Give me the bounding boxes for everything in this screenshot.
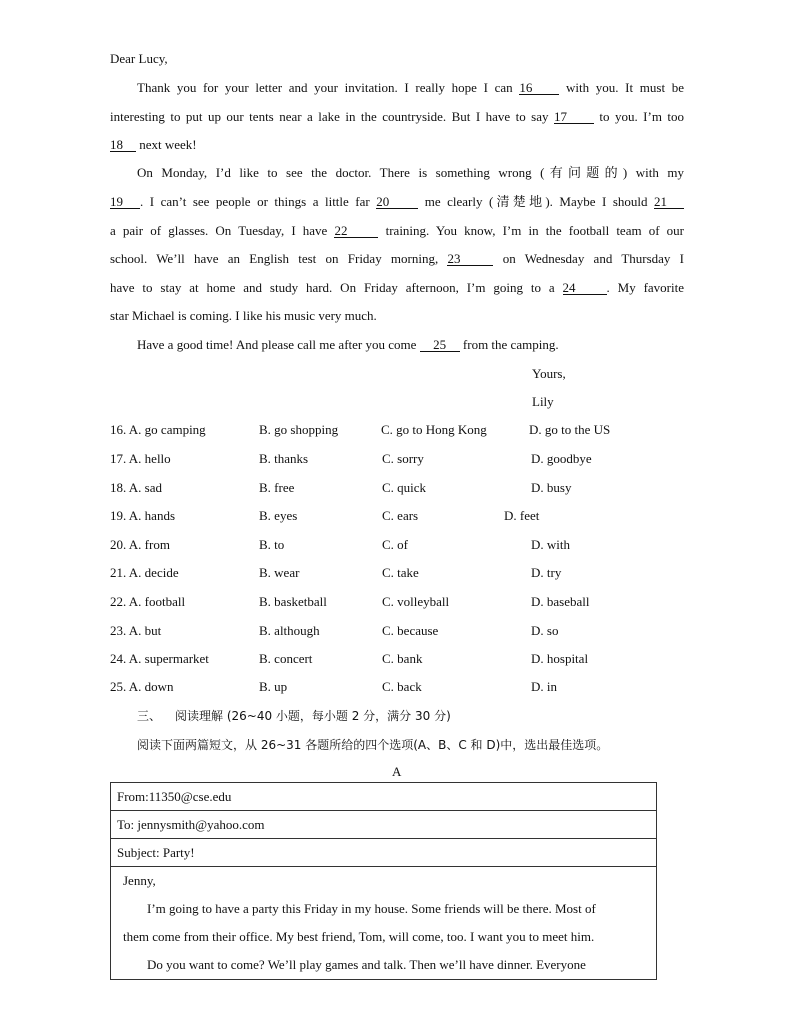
option-a: 20. A. from	[110, 537, 170, 552]
option-c: C. sorry	[382, 451, 424, 466]
option-b: B. concert	[259, 651, 313, 666]
letter-p2-line1: On Monday, I’d like to see the doctor. There is something wrong (有问题的) with my	[137, 165, 684, 180]
option-c: C. of	[382, 537, 408, 552]
section3-instruction: 阅读下面两篇短文，从 26~31 各题所给的四个选项(A、B、C 和 D)中，选出最佳选项。	[137, 738, 609, 752]
letter-p3: Have a good time! And please call me after you come 25 from the camping.	[137, 337, 559, 352]
letter-p2-line6: star Michael is coming. I like his music very much.	[110, 308, 377, 323]
blank-17: 17	[554, 110, 594, 124]
option-a: 19. A. hands	[110, 508, 175, 523]
letter-closing: Yours,	[532, 366, 566, 381]
email-subject: Subject: Party!	[111, 839, 657, 867]
blank-18: 18	[110, 138, 136, 152]
option-d: D. feet	[504, 508, 540, 523]
blank-20: 20	[376, 195, 418, 209]
option-b: B. go shopping	[259, 422, 339, 437]
email-line-2: them come from their office. My best friend, Tom, will come, too. I want you to meet him.	[123, 929, 595, 944]
option-d: D. hospital	[531, 651, 589, 666]
blank-16: 16	[519, 81, 559, 95]
section3-heading: 三、 阅读理解 (26~40 小题，每小题 2 分，满分 30 分)	[137, 709, 451, 723]
letter-p2-line2: 19 . I can’t see people or things a little far 20 me clearly (清楚地). Maybe I should 21	[110, 194, 684, 210]
option-a: 22. A. football	[110, 594, 186, 609]
letter-salutation: Dear Lucy,	[110, 51, 168, 66]
option-a: 16. A. go camping	[110, 422, 206, 437]
option-a: 23. A. but	[110, 623, 162, 638]
blank-21: 21	[654, 195, 684, 209]
option-b: B. although	[259, 623, 320, 638]
option-a: 24. A. supermarket	[110, 651, 209, 666]
letter-p1-line1: Thank you for your letter and your invitation. I really hope I can 16 with you. It must be	[137, 80, 684, 95]
letter-p1-line3: 18 next week!	[110, 137, 197, 152]
option-d: D. goodbye	[531, 451, 592, 466]
option-b: B. wear	[259, 565, 300, 580]
blank-19: 19	[110, 195, 140, 209]
option-d: D. with	[531, 537, 570, 552]
blank-25: 25	[420, 338, 460, 352]
passage-label: A	[392, 764, 402, 779]
letter-signature: Lily	[532, 394, 554, 409]
letter-p2-line4: school. We’ll have an English test on Friday morning, 23 on Wednesday and Thursday I	[110, 251, 684, 266]
option-d: D. in	[531, 679, 557, 694]
option-b: B. free	[259, 480, 295, 495]
option-d: D. so	[531, 623, 559, 638]
option-c: C. volleyball	[382, 594, 450, 609]
option-a: 25. A. down	[110, 679, 174, 694]
option-d: D. busy	[531, 480, 572, 495]
blank-24: 24	[563, 281, 607, 295]
option-c: C. ears	[382, 508, 419, 523]
option-c: C. because	[382, 623, 439, 638]
option-a: 18. A. sad	[110, 480, 162, 495]
option-b: B. thanks	[259, 451, 309, 466]
option-b: B. basketball	[259, 594, 327, 609]
option-c: C. take	[382, 565, 419, 580]
option-c: C. go to Hong Kong	[381, 422, 487, 437]
option-d: D. try	[531, 565, 562, 580]
email-greeting: Jenny,	[123, 873, 156, 888]
letter-p2-line3: a pair of glasses. On Tuesday, I have 22 training. You know, I’m in the football team of our	[110, 223, 684, 238]
option-c: C. quick	[382, 480, 427, 495]
email-body	[111, 867, 657, 980]
option-a: 21. A. decide	[110, 565, 179, 580]
option-c: C. back	[382, 679, 422, 694]
email-box	[110, 782, 657, 980]
option-a: 17. A. hello	[110, 451, 171, 466]
email-to: To: jennysmith@yahoo.com	[111, 811, 657, 839]
option-d: D. go to the US	[529, 422, 611, 437]
email-from: From:11350@cse.edu	[111, 783, 657, 811]
blank-23: 23	[447, 252, 493, 266]
blank-22: 22	[334, 224, 378, 238]
letter-p2-line5: have to stay at home and study hard. On Friday afternoon, I’m going to a 24 . My favorite	[110, 280, 684, 295]
letter-p1-line2: interesting to put up our tents near a lake in the countryside. But I have to say 17 to you. I’m too	[110, 109, 685, 124]
option-b: B. eyes	[259, 508, 298, 523]
email-line-3: Do you want to come? We’ll play games and talk. Then we’ll have dinner. Everyone	[147, 957, 586, 972]
option-b: B. up	[259, 679, 288, 694]
option-d: D. baseball	[531, 594, 590, 609]
email-line-1: I’m going to have a party this Friday in my house. Some friends will be there. Most of	[147, 901, 596, 916]
option-c: C. bank	[382, 651, 423, 666]
option-b: B. to	[259, 537, 285, 552]
